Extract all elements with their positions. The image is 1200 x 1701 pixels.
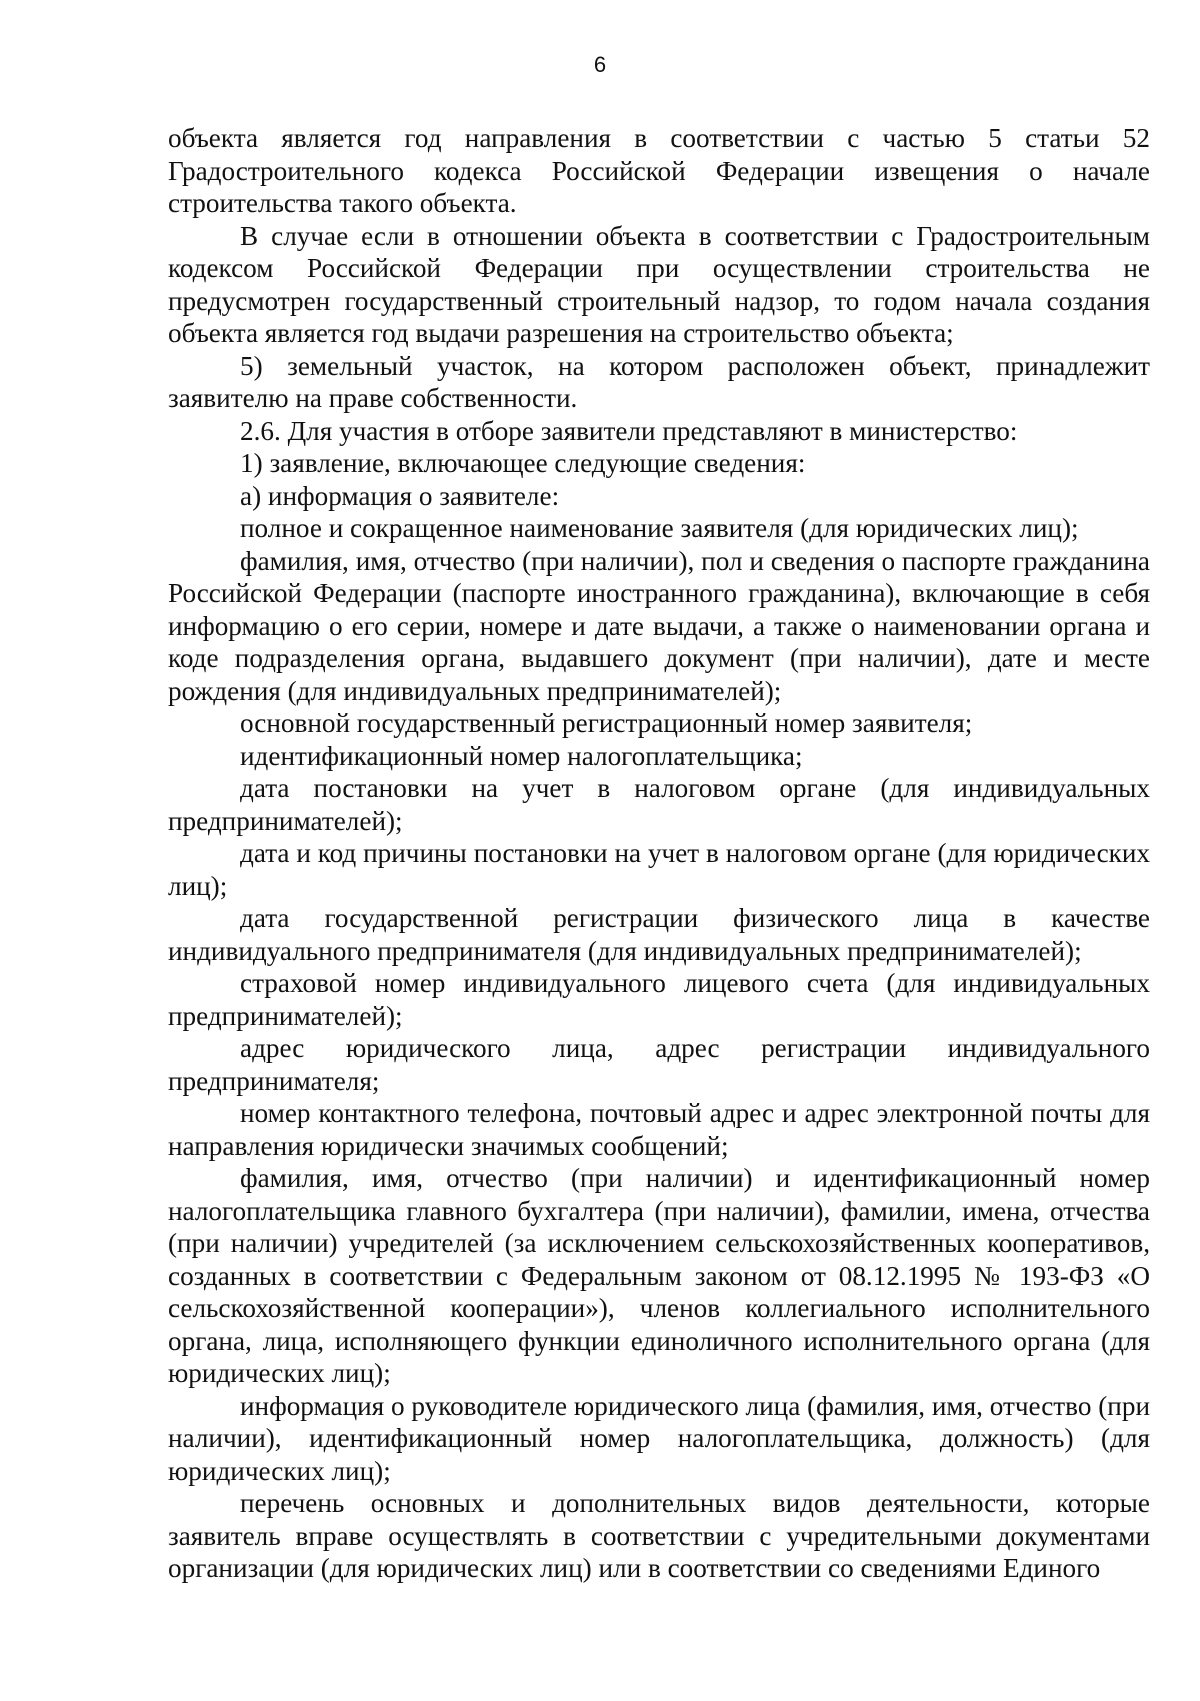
paragraph: идентификационный номер налогоплательщика;: [240, 740, 803, 771]
paragraph: страховой номер индивидуального лицевого счета (для индивидуальных предпринимателей);: [168, 968, 1150, 1031]
paragraph: перечень основных и дополнительных видов деятельности, которые заявитель вправе осуществлять в соответствии с учредительными документами организации (для юридических лиц) или в соответствии со сведениями Единого: [168, 1488, 1150, 1583]
paragraph: адрес юридического лица, адрес регистрации индивидуального предпринимателя;: [168, 1033, 1150, 1096]
page-number: 6: [593, 52, 607, 77]
document-body: [168, 122, 1150, 1585]
paragraph: В случае если в отношении объекта в соответствии с Градостроительным кодексом Российской Федерации при осуществлении строительства не предусмотрен государственный строительный надзор, то годом начала создания объекта является год выдачи разрешения на строительство объекта;: [168, 220, 1150, 348]
paragraph: 5) земельный участок, на котором расположен объект, принадлежит заявителю на праве собственности.: [168, 350, 1150, 413]
paragraph: полное и сокращенное наименование заявителя (для юридических лиц);: [240, 513, 1079, 543]
paragraph: дата постановки на учет в налоговом органе (для индивидуальных предпринимателей);: [168, 773, 1150, 836]
paragraph: дата и код причины постановки на учет в налоговом органе (для юридических лиц);: [168, 838, 1150, 901]
paragraph: информация о руководителе юридического лица (фамилия, имя, отчество (при наличии), идентификационный номер налогоплательщика, должность) (для юридических лиц);: [168, 1390, 1150, 1486]
paragraph: номер контактного телефона, почтовый адрес и адрес электронной почты для направления юридически значимых сообщений;: [168, 1098, 1150, 1161]
paragraph: 1) заявление, включающее следующие сведения:: [240, 448, 806, 478]
paragraph: 2.6. Для участия в отборе заявители представляют в министерство:: [240, 415, 1018, 446]
paragraph: фамилия, имя, отчество (при наличии) и идентификационный номер налогоплательщика главного бухгалтера (при наличии), фамилии, имена, отчества (при наличии) учредителей (за исключением сельскохозяйственных кооперативов, созданных в соответствии с Федеральным законом от 08.12.1995 № 193-ФЗ «О сельскохозяйственной кооперации»), членов коллегиального исполнительного органа, лица, исполняющего функции единоличного исполнительного органа (для юридических лиц);: [168, 1163, 1150, 1388]
paragraph: а) информация о заявителе:: [240, 480, 560, 511]
paragraph: объекта является год направления в соответствии с частью 5 статьи 52 Градостроительного кодекса Российской Федерации извещения о начале строительства такого объекта.: [168, 123, 1150, 218]
paragraph: дата государственной регистрации физического лица в качестве индивидуального предпринимателя (для индивидуальных предпринимателей);: [168, 903, 1150, 966]
paragraph: основной государственный регистрационный номер заявителя;: [240, 708, 973, 738]
paragraph: фамилия, имя, отчество (при наличии), пол и сведения о паспорте гражданина Российской Федерации (паспорте иностранного гражданина), включающие в себя информацию о его серии, номере и дате выдачи, а также о наименовании органа и коде подразделения органа, выдавшего документ (при наличии), дате и месте рождения (для индивидуальных предпринимателей);: [168, 545, 1150, 706]
